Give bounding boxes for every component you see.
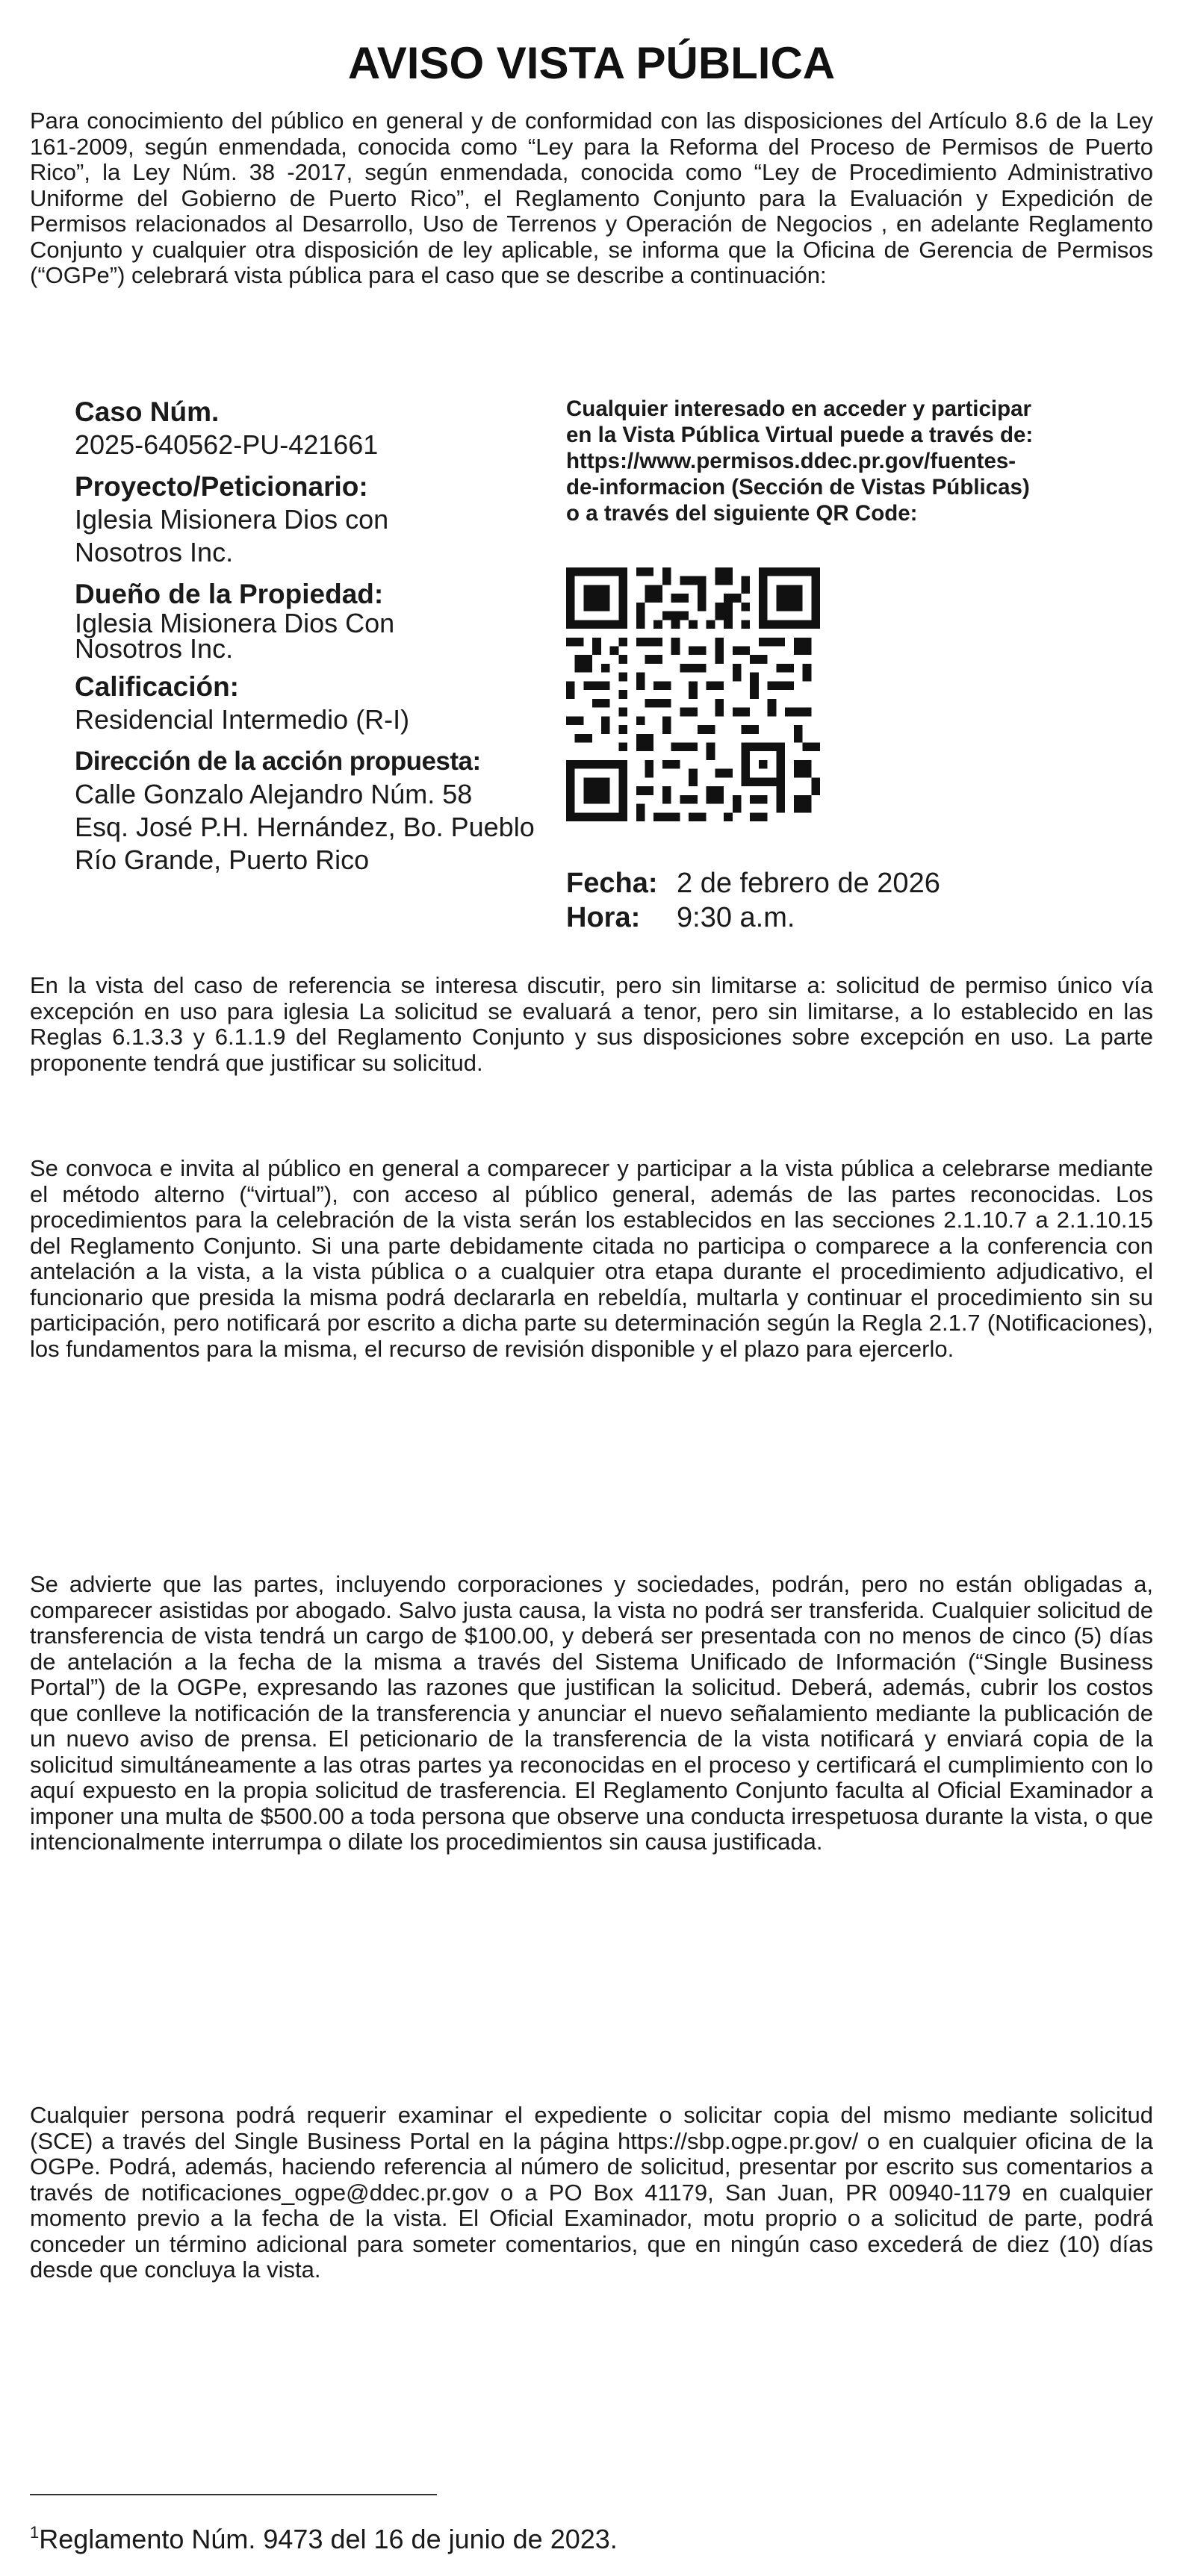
project-label: Proyecto/Peticionario: [75, 471, 368, 502]
intro-paragraph: Para conocimiento del público en general y de conformidad con las disposiciones del Artículo 8.6 de la Ley 161-2009, según enmendada, conocida como “Ley para la Reforma del Proceso de Permisos de Puerto Rico”, la Ley Núm. 38 -2017, según enmendada, conocida como “Ley de Procedimiento Administrativo Uniforme del Gobierno de Puerto Rico”, el Reglamento Conjunto para la Evaluación y Expedición de Permisos relacionados al Desarrollo, Uso de Terrenos y Operación de Negocios , en adelante Reglamento Conjunto y cualquier otra disposición de ley aplicable, se informa que la Oficina de Gerencia de Permisos (“OGPe”) celebrará vista pública para el caso que se describe a continuación: [30, 108, 1153, 288]
time-value: 9:30 a.m. [677, 902, 795, 933]
access-line: o a través del siguiente QR Code: [566, 501, 918, 526]
qualification-label: Calificación: [75, 671, 239, 702]
procedure-paragraph: Se convoca e invita al público en general a comparecer y participar a la vista pública a celebrarse mediante el método alterno (“virtual”), con acceso al público general, además de las partes reconocidas. Los procedimientos para la celebración de la vista serán los establecidos en las secciones 2.1.10.7 a 2.1.10.15 del Reglamento Conjunto. Si una parte debidamente citada no participa o comparece a la conferencia con antelación a la vista, a la vista pública o a cualquier otra etapa durante el procedimiento adjudicativo, el funcionario que presida la misma podrá declararla en rebeldía, multarla y continuar el procedimiento sin su participación, pero notificará por escrito a dicha parte su determinación según la Regla 2.1.7 (Notificaciones), los fundamentos para la misma, el recurso de revisión disponible y el plazo para ejercerlo. [30, 1155, 1153, 1362]
virtual-access-info [566, 396, 1134, 526]
case-details [75, 396, 538, 886]
case-number-block [75, 396, 538, 461]
access-url-line: de-informacion (Sección de Vistas Públicas) [566, 475, 1030, 500]
owner-block [75, 578, 538, 662]
qualification-value: Residencial Intermedio (R-I) [75, 704, 410, 735]
address-label: Dirección de la acción propuesta: [75, 747, 481, 776]
project-value-line: Iglesia Misionera Dios con [75, 504, 389, 535]
qualification-block [75, 671, 538, 736]
page-title: AVISO VISTA PÚBLICA [347, 38, 836, 88]
access-line: Cualquier interesado en acceder y participar [566, 396, 1032, 421]
hearing-schedule [566, 866, 940, 935]
address-block [75, 745, 538, 877]
address-line: Río Grande, Puerto Rico [75, 844, 370, 875]
access-line: en la Vista Pública Virtual puede a través de: [566, 423, 1034, 447]
access-url-line[interactable]: https://www.permisos.ddec.pr.gov/fuentes- [566, 449, 1016, 473]
address-line: Esq. José P.H. Hernández, Bo. Pueblo [75, 812, 535, 842]
date-label: Fecha: [566, 868, 658, 899]
project-value-line: Nosotros Inc. [75, 537, 234, 567]
footnote-text: Reglamento Núm. 9473 del 16 de junio de 2023. [39, 2524, 618, 2554]
discussion-paragraph: En la vista del caso de referencia se interesa discutir, pero sin limitarse a: solicitud de permiso único vía excepción en uso para iglesia La solicitud se evaluará a tenor, pero sin limitarse, a lo establecido en las Reglas 6.1.3.3 y 6.1.1.9 del Reglamento Conjunto y sus disposiciones sobre excepción en uso. La parte proponente tendrá que justificar su solicitud. [30, 972, 1153, 1076]
time-row [566, 900, 940, 935]
date-row [566, 866, 940, 900]
footnote-marker: 1 [30, 2523, 40, 2542]
address-line: Calle Gonzalo Alejandro Núm. 58 [75, 779, 473, 809]
footnote-divider [30, 2494, 437, 2495]
footnote [30, 2518, 618, 2554]
owner-value-line: Iglesia Misionera Dios Con [75, 608, 395, 638]
qr-code-icon[interactable] [566, 567, 820, 821]
transfer-paragraph: Se advierte que las partes, incluyendo corporaciones y sociedades, podrán, pero no están obligadas a, comparecer asistidas por abogado. Salvo justa causa, la vista no podrá ser transferida. Cualquier solicitud de transferencia de vista tendrá un cargo de $100.00, y deberá ser presentada con no menos de cinco (5) días de antelación a la fecha de la misma a través del Sistema Unificado de Información (“Single Business Portal”) de la OGPe, expresando las razones que justifican la solicitud. Deberá, además, cubrir los costos que conlleve la notificación de la transferencia y anunciar el nuevo señalamiento mediante la publicación de un nuevo aviso de prensa. El peticionario de la transferencia de la vista notificará y enviará copia de la solicitud simultáneamente a las otras partes ya reconocidas en el proceso y certificará el cumplimiento con lo aquí expuesto en la propia solicitud de trasferencia. El Reglamento Conjunto faculta al Oficial Examinador a imponer una multa de $500.00 a toda persona que observe una conducta irrespetuosa durante la vista, o que intencionalmente interrumpa o dilate los procedimientos sin causa justificada. [30, 1571, 1153, 1855]
comments-paragraph: Cualquier persona podrá requerir examinar el expediente o solicitar copia del mismo mediante solicitud (SCE) a través del Single Business Portal en la página https://sbp.ogpe.pr.gov/ o en cualquier oficina de la OGPe. Podrá, además, haciendo referencia al número de solicitud, presentar por escrito sus comentarios a través de notificaciones_ogpe@ddec.pr.gov o a PO Box 41179, San Juan, PR 00940-1179 en cualquier momento previo a la fecha de la vista. El Oficial Examinador, motu proprio o a solicitud de parte, podrá conceder un término adicional para someter comentarios, que en ningún caso excederá de diez (10) días desde que concluya la vista. [30, 2102, 1153, 2283]
project-block [75, 470, 538, 569]
case-number-label: Caso Núm. [75, 396, 220, 427]
owner-value-line: Nosotros Inc. [75, 633, 234, 664]
owner-label: Dueño de la Propiedad: [75, 579, 384, 609]
date-value: 2 de febrero de 2026 [677, 868, 940, 899]
case-number-value: 2025-640562-PU-421661 [75, 429, 379, 460]
time-label: Hora: [566, 902, 641, 933]
